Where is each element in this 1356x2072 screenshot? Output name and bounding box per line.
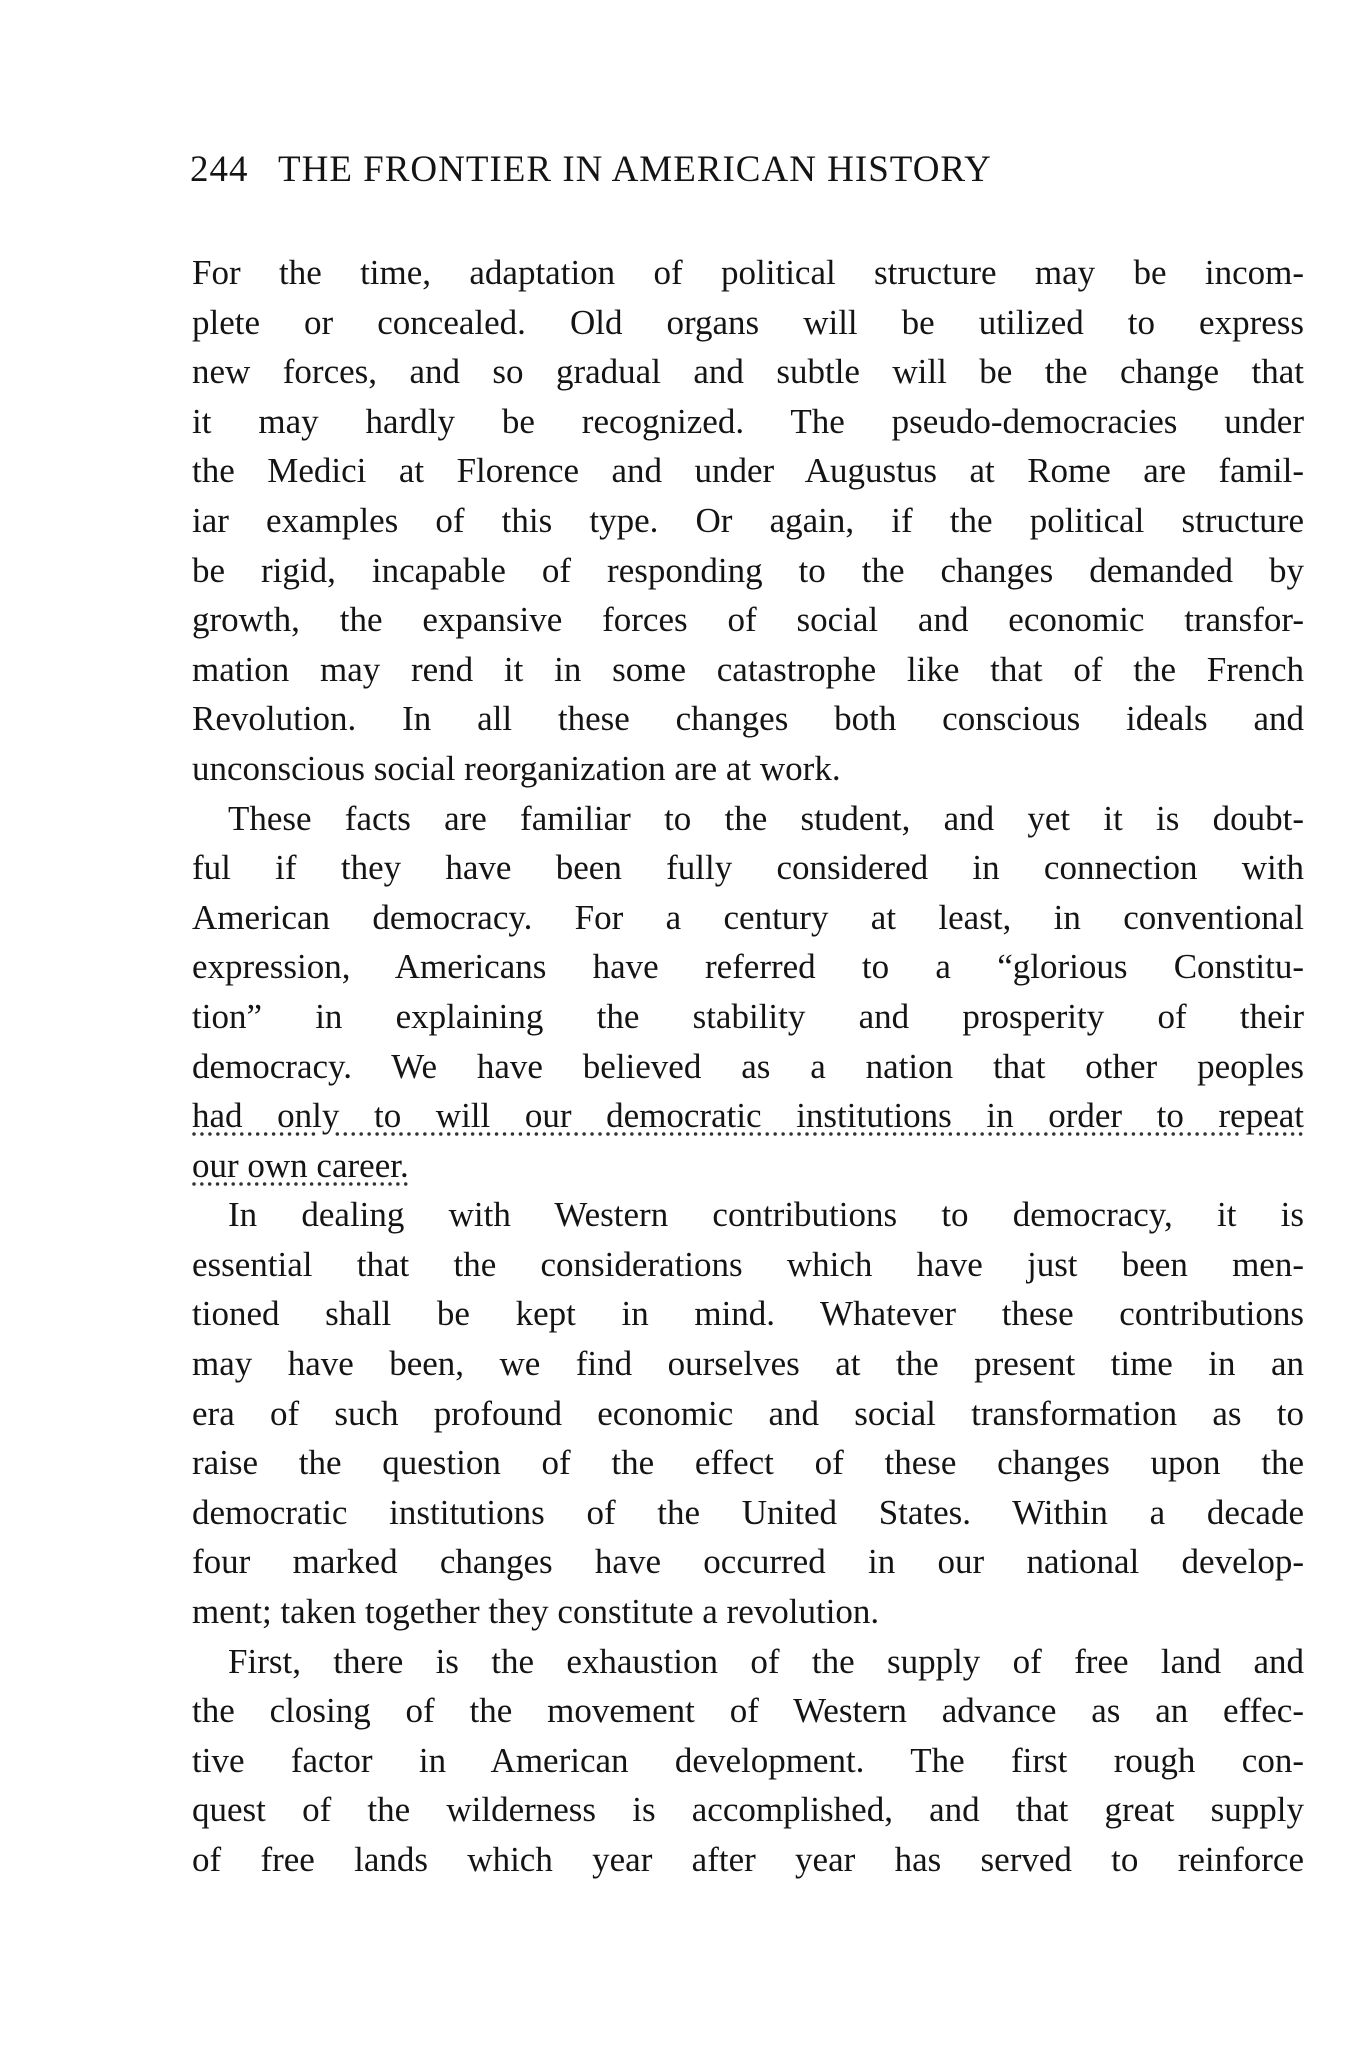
text-line: new forces, and so gradual and subtle will be the change that (192, 352, 1304, 392)
text-line: raise the question of the effect of these changes upon the (192, 1443, 1304, 1483)
underlined-text-line: had only to will our democratic institutions in order to repeat (192, 1096, 1304, 1136)
text-line: four marked changes have occurred in our national develop- (192, 1542, 1304, 1582)
running-head (190, 148, 1166, 208)
text-line: be rigid, incapable of responding to the changes demanded by (192, 550, 1304, 590)
text-line: plete or concealed. Old organs will be utilized to express (192, 302, 1304, 342)
text-line: iar examples of this type. Or again, if the political structure (192, 500, 1304, 540)
text-line: For the time, adaptation of political structure may be incom- (192, 253, 1304, 292)
text-line: mation may rend it in some catastrophe like that of the French (192, 649, 1304, 689)
running-title: THE FRONTIER IN AMERICAN HISTORY (278, 149, 992, 190)
text-line: quest of the wilderness is accomplished, and that great supply (192, 1790, 1304, 1830)
text-line: tive factor in American development. The first rough con- (192, 1740, 1304, 1780)
text-line: ment; taken together they constitute a revolution. (192, 1592, 880, 1632)
text-line: democratic institutions of the United States. Within a decade (192, 1492, 1304, 1532)
text-line: the closing of the movement of Western advance as an effec- (192, 1691, 1304, 1731)
underlined-text-line: our own career. (192, 1145, 409, 1185)
text-line: democracy. We have believed as a nation that other peoples (192, 1046, 1304, 1086)
paragraph-first-line: First, there is the exhaustion of the supply of free land and (228, 1641, 1304, 1681)
text-line: may have been, we find ourselves at the present time in an (192, 1344, 1304, 1384)
text-line: essential that the considerations which have just been men- (192, 1244, 1304, 1284)
paragraph-first-line: In dealing with Western contributions to democracy, it is (228, 1195, 1304, 1235)
text-line: tioned shall be kept in mind. Whatever these contributions (192, 1294, 1304, 1334)
text-line: growth, the expansive forces of social and economic transfor- (192, 600, 1304, 640)
text-line: it may hardly be recognized. The pseudo-democracies under (192, 401, 1304, 441)
text-line: the Medici at Florence and under Augustus at Rome are famil- (192, 451, 1304, 491)
text-line: Revolution. In all these changes both conscious ideals and (192, 699, 1304, 739)
text-line: American democracy. For a century at least, in conventional (192, 897, 1304, 937)
body-text (192, 248, 1304, 1885)
text-line: expression, Americans have referred to a “glorious Constitu- (192, 947, 1304, 987)
text-line: ful if they have been fully considered in connection with (192, 848, 1304, 888)
text-line: tion” in explaining the stability and prosperity of their (192, 996, 1304, 1036)
text-line: unconscious social reorganization are at work. (192, 748, 841, 788)
text-line: era of such profound economic and social transformation as to (192, 1393, 1304, 1433)
page-number: 244 (190, 149, 249, 190)
text-line: of free lands which year after year has served to reinforce (192, 1840, 1304, 1879)
paragraph-first-line: These facts are familiar to the student, and yet it is doubt- (228, 798, 1304, 838)
